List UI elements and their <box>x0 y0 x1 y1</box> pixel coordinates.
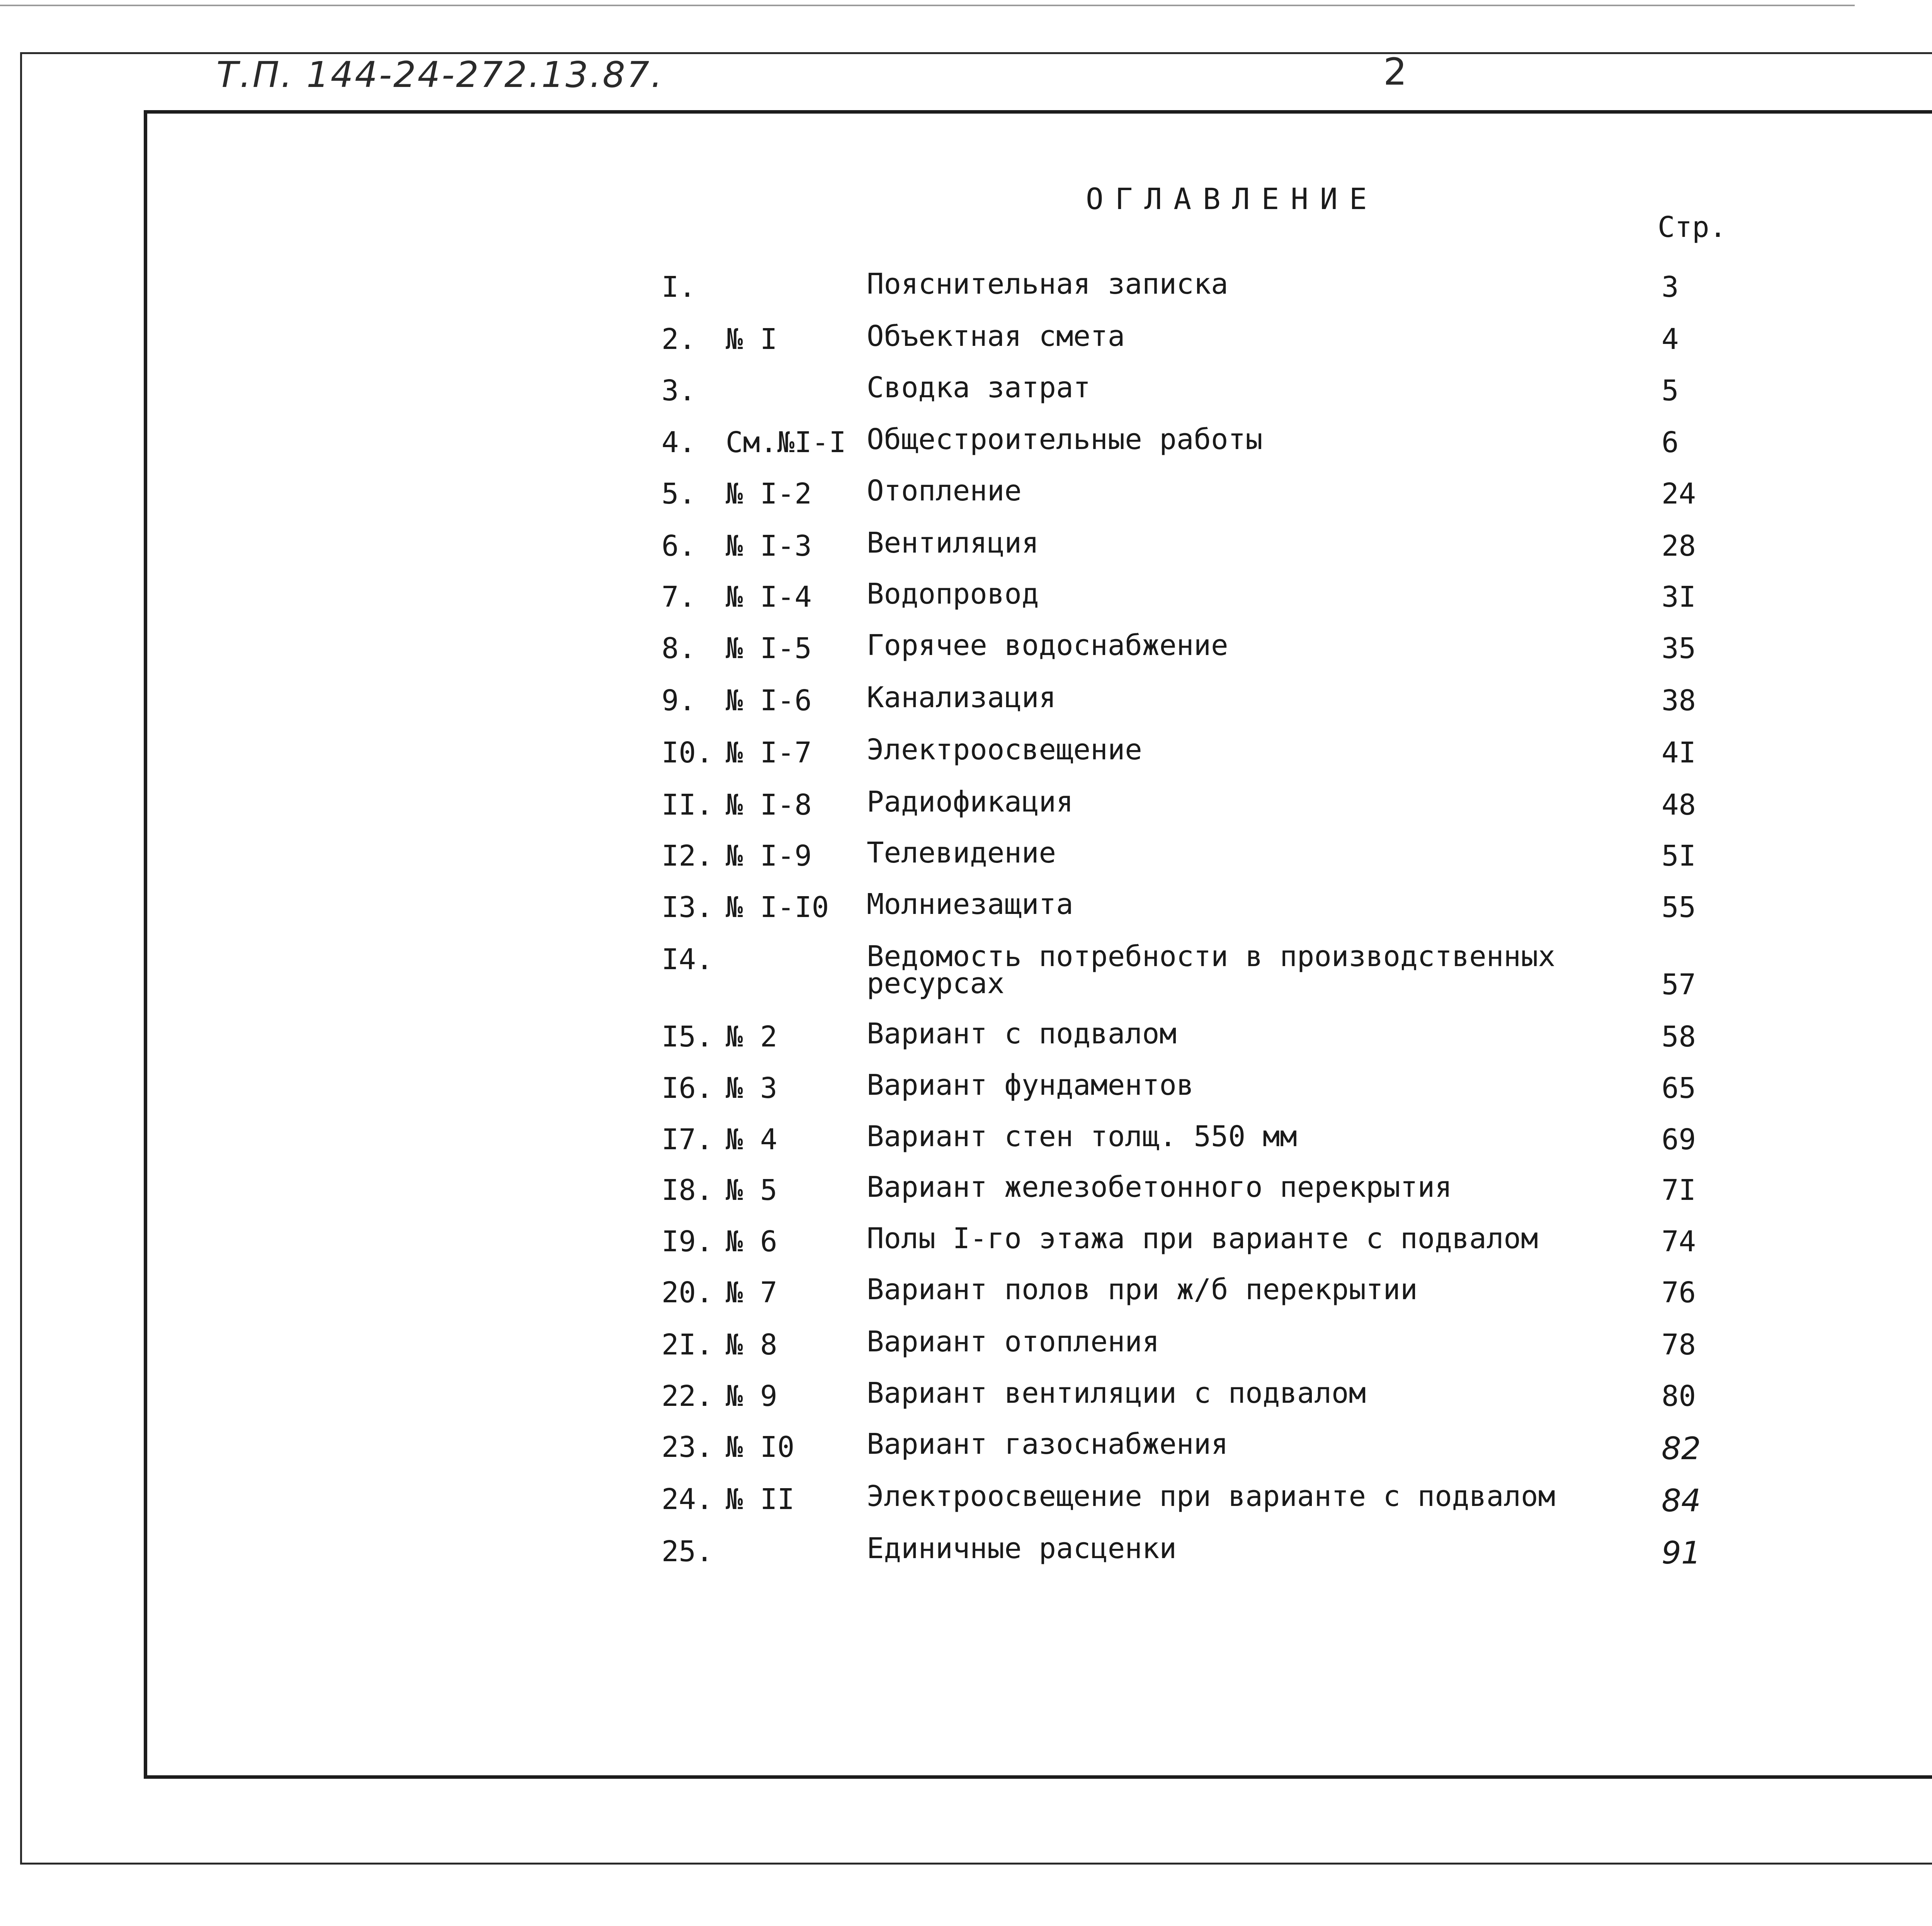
entry-code: № I-3 <box>726 529 812 563</box>
toc-entry <box>0 577 1932 623</box>
toc-entry <box>0 474 1932 520</box>
entry-title: Отопление <box>867 474 1022 507</box>
toc-entry <box>0 320 1932 365</box>
entry-code: № 8 <box>726 1328 777 1361</box>
entry-number: 4. <box>662 426 696 459</box>
entry-number: I4. <box>662 943 713 976</box>
toc-entry <box>0 371 1932 417</box>
toc-entry <box>0 1532 1932 1577</box>
toc-entry <box>0 681 1932 727</box>
entry-title-line2: ресурсах <box>867 967 1005 1000</box>
entry-page: 5 <box>1662 374 1679 407</box>
entry-number: 6. <box>662 529 696 563</box>
entry-title: Горячее водоснабжение <box>867 629 1228 662</box>
entry-number: 24. <box>662 1483 713 1516</box>
entry-page: 78 <box>1662 1328 1696 1361</box>
entry-code: № I-6 <box>726 684 812 717</box>
entry-number: 2I. <box>662 1328 713 1361</box>
entry-code: № I-5 <box>726 632 812 665</box>
entry-page: 35 <box>1662 632 1696 665</box>
entry-title: Вариант отопления <box>867 1325 1160 1358</box>
toc-entry <box>0 267 1932 313</box>
entry-number: I5. <box>662 1020 713 1053</box>
entry-title: Пояснительная записка <box>867 267 1228 301</box>
entry-page: 3 <box>1662 271 1679 304</box>
entry-code: № 2 <box>726 1020 777 1053</box>
entry-page: 4 <box>1662 323 1679 356</box>
toc-entry <box>0 629 1932 674</box>
entry-page: 80 <box>1662 1380 1696 1413</box>
entry-title: Вариант фундаментов <box>867 1068 1194 1102</box>
entry-code: № I-8 <box>726 788 812 822</box>
entry-number: 5. <box>662 477 696 510</box>
entry-title: Вариант вентиляции с подвалом <box>867 1376 1366 1410</box>
entry-title: Электроосвещение при варианте с подвалом <box>867 1480 1556 1513</box>
entry-number: 2. <box>662 323 696 356</box>
entry-code: См.№I-I <box>726 426 846 459</box>
entry-page: 65 <box>1662 1072 1696 1105</box>
toc-entry <box>0 526 1932 572</box>
entry-page: 38 <box>1662 684 1696 717</box>
entry-number: I9. <box>662 1225 713 1258</box>
entry-title: Вариант с подвалом <box>867 1017 1177 1050</box>
toc-entry <box>0 1376 1932 1422</box>
toc-entry <box>0 888 1932 933</box>
toc-entry <box>0 785 1932 831</box>
entry-number: 22. <box>662 1380 713 1413</box>
entry-code: № I0 <box>726 1431 795 1464</box>
page-column-header: Стр. <box>1658 211 1727 244</box>
entry-page: 5I <box>1662 839 1696 873</box>
entry-number: I2. <box>662 839 713 873</box>
entry-page: 82 <box>1662 1431 1701 1467</box>
entry-number: I0. <box>662 736 713 769</box>
page-number: 2 <box>1383 50 1407 94</box>
entry-code: № I <box>726 323 777 356</box>
entry-code: № I-7 <box>726 736 812 769</box>
entry-number: 9. <box>662 684 696 717</box>
entry-title: Молниезащита <box>867 888 1073 921</box>
toc-entry <box>0 1171 1932 1216</box>
entry-number: 8. <box>662 632 696 665</box>
entry-code: № I-2 <box>726 477 812 510</box>
entry-title: Вентиляция <box>867 526 1039 560</box>
entry-code: № 4 <box>726 1123 777 1156</box>
entry-title: Вариант стен толщ. 550 мм <box>867 1120 1297 1153</box>
document-code: Т.П. 144-24-272.13.87. <box>216 54 664 95</box>
entry-code: № I-9 <box>726 839 812 873</box>
entry-title: Канализация <box>867 681 1056 714</box>
entry-title: Общестроительные работы <box>867 423 1263 456</box>
entry-page: 24 <box>1662 477 1696 510</box>
entry-title: Вариант полов при ж/б перекрытии <box>867 1273 1418 1306</box>
entry-title: Электроосвещение <box>867 733 1142 766</box>
toc-entry <box>0 940 1932 1001</box>
entry-number: 20. <box>662 1276 713 1309</box>
entry-number: 25. <box>662 1535 713 1568</box>
entry-page: 76 <box>1662 1276 1696 1309</box>
toc-entry <box>0 1325 1932 1371</box>
entry-title: Единичные расценки <box>867 1532 1177 1565</box>
entry-number: I3. <box>662 891 713 924</box>
entry-number: I6. <box>662 1072 713 1105</box>
entry-title: Телевидение <box>867 836 1056 869</box>
entry-page: 28 <box>1662 529 1696 563</box>
toc-entry <box>0 1068 1932 1114</box>
entry-number: I. <box>662 271 696 304</box>
entry-code: № 7 <box>726 1276 777 1309</box>
entry-code: № 9 <box>726 1380 777 1413</box>
entry-number: 3. <box>662 374 696 407</box>
entry-page: 74 <box>1662 1225 1696 1258</box>
entry-page: 69 <box>1662 1123 1696 1156</box>
toc-entry <box>0 423 1932 468</box>
toc-entry <box>0 1222 1932 1268</box>
entry-code: № II <box>726 1483 795 1516</box>
entry-title: Радиофикация <box>867 785 1073 818</box>
entry-code: № I-4 <box>726 580 812 614</box>
entry-page: 55 <box>1662 891 1696 924</box>
entry-title: Вариант железобетонного перекрытия <box>867 1171 1452 1204</box>
entry-title: Объектная смета <box>867 320 1125 353</box>
scan-edge-line <box>0 5 1855 6</box>
entry-page: 3I <box>1662 580 1696 614</box>
entry-title: Водопровод <box>867 577 1039 611</box>
entry-page: 84 <box>1662 1483 1701 1519</box>
entry-page: 6 <box>1662 426 1679 459</box>
entry-code: № I-I0 <box>726 891 829 924</box>
entry-number: I7. <box>662 1123 713 1156</box>
toc-title: ОГЛАВЛЕНИЕ <box>1086 182 1379 216</box>
entry-title: Сводка затрат <box>867 371 1091 404</box>
entry-page: 91 <box>1662 1535 1701 1571</box>
toc-entry <box>0 1427 1932 1473</box>
toc-entry <box>0 836 1932 882</box>
entry-page: 7I <box>1662 1174 1696 1207</box>
entry-code: № 5 <box>726 1174 777 1207</box>
toc-entry <box>0 1273 1932 1319</box>
entry-page: 58 <box>1662 1020 1696 1053</box>
entry-number: 23. <box>662 1431 713 1464</box>
toc-entry <box>0 733 1932 779</box>
entry-page: 4I <box>1662 736 1696 769</box>
toc-entry <box>0 1120 1932 1165</box>
entry-page: 48 <box>1662 788 1696 822</box>
entry-number: 7. <box>662 580 696 614</box>
entry-title <box>867 940 1556 1000</box>
entry-page: 57 <box>1662 968 1696 1001</box>
toc-entry <box>0 1480 1932 1525</box>
entry-title: Вариант газоснабжения <box>867 1427 1228 1461</box>
toc-entry <box>0 1017 1932 1063</box>
entry-title-line1: Ведомость потребности в производственных <box>867 940 1556 973</box>
entry-title: Полы I-го этажа при варианте с подвалом <box>867 1222 1538 1255</box>
entry-code: № 6 <box>726 1225 777 1258</box>
entry-number: II. <box>662 788 713 822</box>
entry-number: I8. <box>662 1174 713 1207</box>
entry-code: № 3 <box>726 1072 777 1105</box>
